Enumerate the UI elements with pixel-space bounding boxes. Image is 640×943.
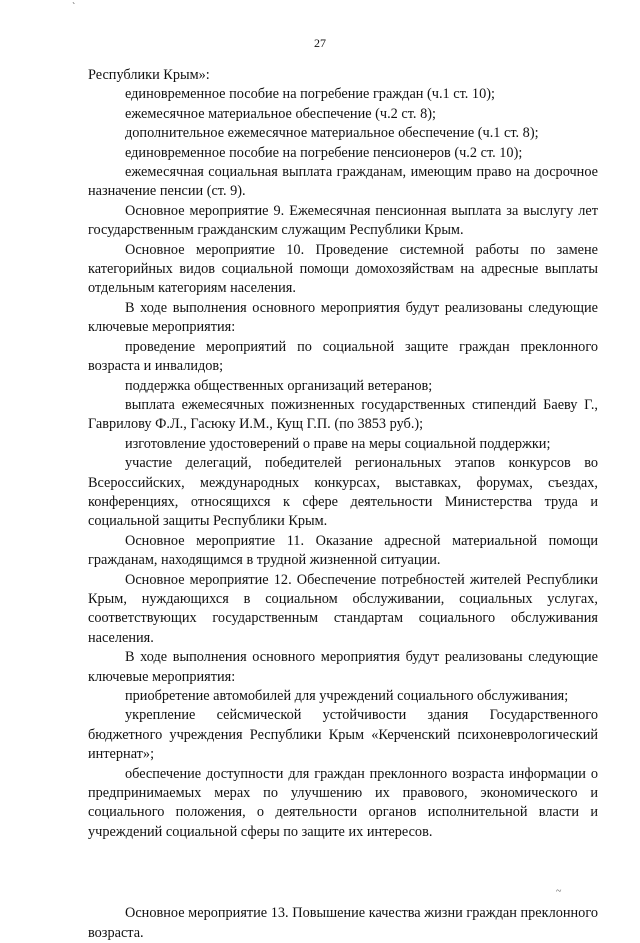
page-corner-mark: ` <box>72 2 76 13</box>
paragraph: единовременное пособие на погребение пенсионеров (ч.2 ст. 10); <box>125 144 523 161</box>
paragraph: Республики Крым»: <box>88 67 210 83</box>
paragraph: Основное мероприятие 12. Обеспечение потребностей жителей Республики Крым, нуждающихся в социальном обслуживании, социальных услугах, соответствующих государственным стандартам социального обслуживания населения. <box>88 571 598 646</box>
paragraph: Основное мероприятие 10. Проведение системной работы по замене категорийных видов социальной помощи домохозяйствам на адресные выплаты отдельным категориям населения. <box>88 241 598 297</box>
paragraph: изготовление удостоверений о праве на меры социальной поддержки; <box>125 435 551 452</box>
document-body <box>88 66 598 943</box>
paragraph: ежемесячная социальная выплата гражданам, имеющим право на досрочное назначение пенсии (ст. 9). <box>88 164 598 200</box>
paragraph: укрепление сейсмической устойчивости здания Государственного бюджетного учреждения Республики Крым «Керченский психоневрологический интернат»; <box>88 707 598 763</box>
paragraph: В ходе выполнения основного мероприятия будут реализованы следующие ключевые мероприятия: <box>88 299 598 336</box>
paragraph: проведение мероприятий по социальной защите граждан преклонного возраста и инвалидов; <box>88 338 598 375</box>
paragraph: поддержка общественных организаций ветеранов; <box>125 377 433 394</box>
paragraph-gap <box>88 842 598 904</box>
page-bottom-mark: ~ <box>556 886 562 897</box>
paragraph: Основное мероприятие 9. Ежемесячная пенсионная выплата за выслугу лет государственным гражданским служащим Республики Крым. <box>88 202 598 239</box>
paragraph: В ходе выполнения основного мероприятия будут реализованы следующие ключевые мероприятия: <box>88 649 598 685</box>
paragraph: участие делегаций, победителей региональных этапов конкурсов во Всероссийских, международных конкурсах, выставках, форумах, съездах, конференциях, относящихся к сфере деятельности Министерства труда и социальной защиты Республики Крым. <box>88 455 598 530</box>
paragraph: выплата ежемесячных пожизненных государственных стипендий Баеву Г., Гаврилову Ф.Л., Гасюку И.М., Кущ Г.П. (по 3853 руб.); <box>88 396 598 433</box>
paragraph: обеспечение доступности для граждан преклонного возраста информации о предпринимаемых мерах по улучшению их правового, экономического и социального положения, о деятельности органов исполнительной власти и учреждений социальной сферы по защите их интересов. <box>88 765 598 840</box>
paragraph: дополнительное ежемесячное материальное обеспечение (ч.1 ст. 8); <box>125 125 539 142</box>
paragraph: приобретение автомобилей для учреждений социального обслуживания; <box>125 688 569 704</box>
paragraph: единовременное пособие на погребение граждан (ч.1 ст. 10); <box>125 86 495 103</box>
paragraph: Основное мероприятие 11. Оказание адресной материальной помощи гражданам, находящимся в трудной жизненной ситуации. <box>88 532 598 569</box>
paragraph: ежемесячное материальное обеспечение (ч.2 ст. 8); <box>125 105 436 122</box>
closing-paragraph: Основное мероприятие 13. Повышение качества жизни граждан преклонного возраста. <box>88 905 598 941</box>
page-number: 27 <box>314 36 326 50</box>
